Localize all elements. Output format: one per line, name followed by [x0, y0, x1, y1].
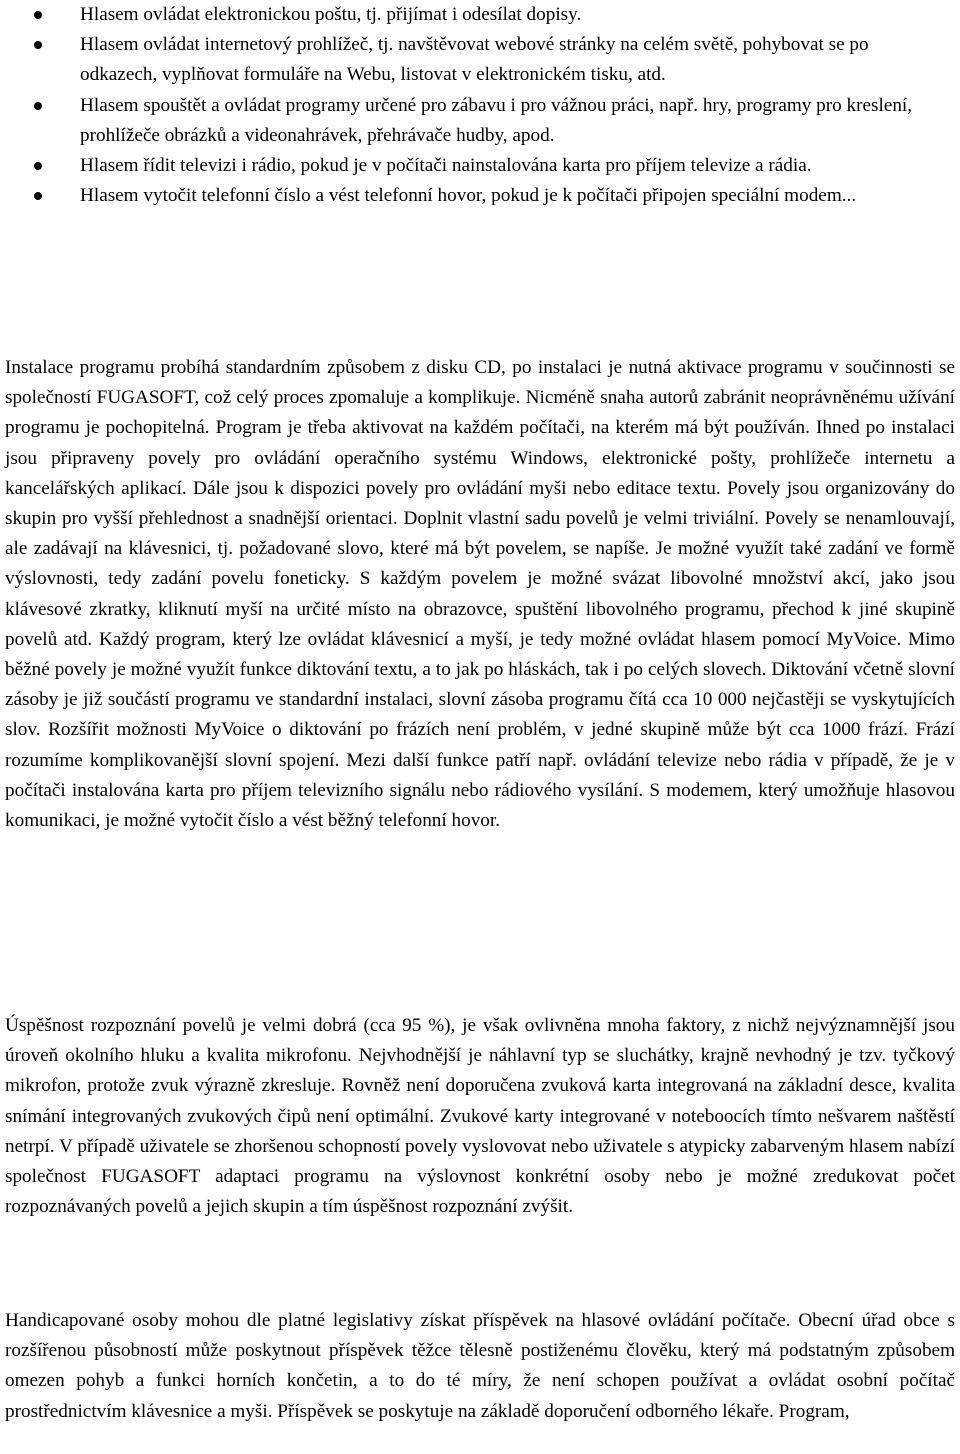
bullet-dot-icon — [34, 162, 42, 170]
bullet-item-phone — [0, 181, 960, 211]
bullet-text: Hlasem ovládat internetový prohlížeč, tj. navštěvovat webové stránky na celém světě, pohybovat se po odkazech, vyplňovat formuláře na Webu, listovat v elektronickém tisku, atd. — [80, 34, 869, 86]
bullet-text: Hlasem spouštět a ovládat programy určené pro zábavu i pro vážnou práci, např. hry, programy pro kreslení, prohlížeče obrázků a videonahrávek, přehrávače hudby, apod. — [80, 94, 913, 146]
bullet-dot-icon — [34, 102, 42, 110]
bullet-text: Hlasem řídit televizi i rádio, pokud je v počítači nainstalována karta pro příjem televize a rádia. — [80, 155, 812, 177]
bullet-item-programs — [0, 91, 960, 151]
bullet-item-tv-radio — [0, 151, 960, 181]
bullet-text: Hlasem vytočit telefonní číslo a vést telefonní hovor, pokud je k počítači připojen speciální modem... — [80, 185, 857, 207]
bullet-dot-icon — [34, 41, 42, 49]
paragraph-recognition: Úspěšnost rozpoznání povelů je velmi dobrá (cca 95 %), je však ovlivněna mnoha faktory, z nichž nejvýznamnější jsou úroveň okolního hluku a kvalita mikrofonu. Nejvhodnější je náhlavní typ se sluchátky, krajně nevhodný je tzv. tyčkový mikrofon, protože zvuk výrazně zkresluje. Rovněž není doporučena zvuková karta integrovaná na základní desce, kvalita snímání integrovaných zvukových čipů není optimální. Zvukové karty integrované v noteboocích tímto nešvarem naštěstí netrpí. V případě uživatele se zhoršenou schopností povely vyslovovat nebo uživatele s atypicky zabarveným hlasem nabízí společnost FUGASOFT adaptaci programu na výslovnost konkrétní osoby nebo je možné zredukovat počet rozpoznávaných povelů a jejich skupin a tím úspěšnost rozpoznání zvýšit. — [5, 1015, 955, 1218]
feature-bullet-list — [0, 0, 960, 211]
bullet-item-browser — [0, 30, 960, 90]
paragraph-installation: Instalace programu probíhá standardním způsobem z disku CD, po instalaci je nutná aktivace programu v součinnosti se společností FUGASOFT, což celý proces zpomaluje a komplikuje. Nicméně snaha autorů zabránit neoprávněnému užívání programu je pochopitelná. Program je třeba aktivovat na každém počítači, na kterém má být používán. Ihned po instalaci jsou připraveny povely pro ovládání operačního systému Windows, elektronické pošty, prohlížeče internetu a kancelářských aplikací. Dále jsou k dispozici povely pro ovládání myši nebo editace textu. Povely jsou organizovány do skupin pro vyšší přehlednost a snadnější orientaci. Doplnit vlastní sadu povelů je velmi triviální. Povely se nenamlouvají, ale zadávají na klávesnici, tj. požadované slovo, které má být povelem, se napíše. Je možné využít také zadání ve formě výslovnosti, tedy zadání povelu foneticky. S každým povelem je možné svázat libovolné množství akcí, jako jsou klávesové zkratky, kliknutí myší na určité místo na obrazovce, spuštění libovolného programu, přechod k jiné skupině povelů atd. Každý program, který lze ovládat klávesnicí a myší, je tedy možné ovládat hlasem pomocí MyVoice. Mimo běžné povely je možné využít funkce diktování textu, a to jak po hláskách, tak i po celých slovech. Diktování včetně slovní zásoby je již součástí programu ve standardní instalaci, slovní zásoba programu čítá cca 10 000 nejčastěji se vyskytujících slov. Rozšířit možnosti MyVoice o diktování po frázích není problém, v jedné skupině může být cca 1000 frází. Frází rozumíme komplikovanější slovní spojení. Mezi další funkce patří např. ovládání televize nebo rádia v případě, že je v počítači instalována karta pro příjem televizního signálu nebo rádiového vysílání. S modemem, který umožňuje hlasovou komunikaci, je možné vytočit číslo a vést běžný telefonní hovor. — [5, 357, 955, 832]
bullet-text: Hlasem ovládat elektronickou poštu, tj. přijímat i odesílat dopisy. — [80, 4, 582, 25]
paragraph-handicapped: Handicapované osoby mohou dle platné legislativy získat příspěvek na hlasové ovládání počítače. Obecní úřad obce s rozšířenou působností může poskytnout příspěvek těžce tělesně postiženému člověku, který má podstatným způsobem omezen pohyb a funkci horních končetin, a to do té míry, že není schopen používat a ovládat osobní počítač prostřednictvím klávesnice a myši. Příspěvek se poskytuje na základě doporučení odborného lékaře. Program, — [5, 1310, 955, 1422]
bullet-dot-icon — [34, 11, 42, 19]
bullet-dot-icon — [34, 192, 42, 200]
bullet-item-email — [0, 0, 960, 30]
